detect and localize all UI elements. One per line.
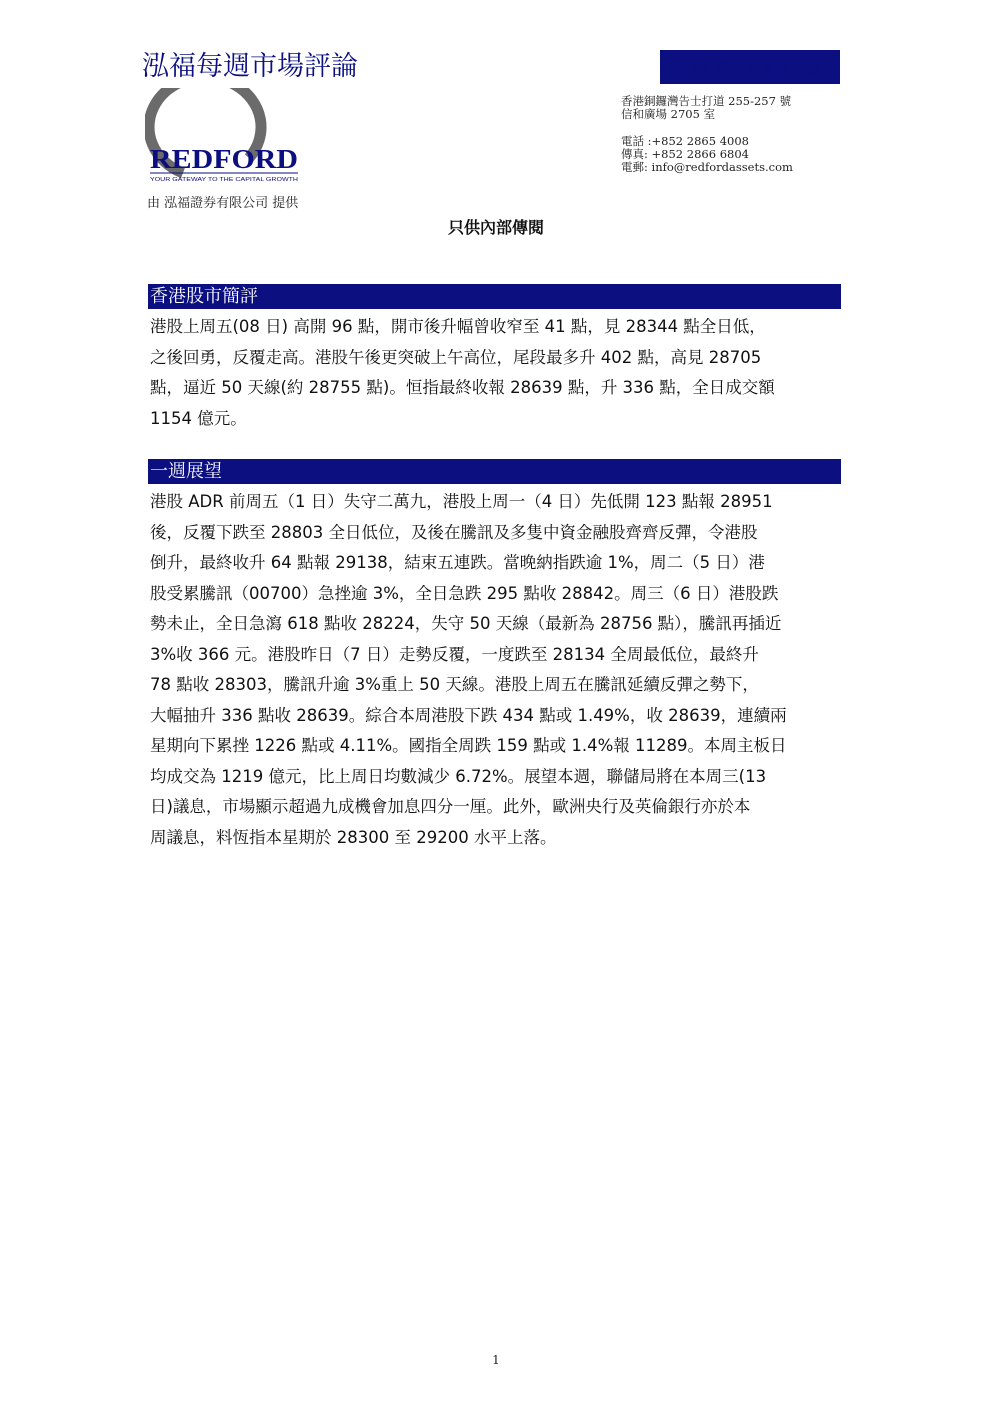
paragraph-line: 港股 ADR 前周五（1 日）失守二萬九，港股上周一（4 日）先低開 123 點報 28951 bbox=[150, 492, 773, 511]
paragraph-line: 日)議息，市場顯示超過九成機會加息四分一厘。此外，歐洲央行及英倫銀行亦於本 bbox=[150, 797, 751, 816]
weekly-outlook-paragraph bbox=[150, 487, 850, 853]
redford-logo bbox=[145, 88, 305, 188]
section-heading-weekly-outlook bbox=[148, 459, 841, 484]
paragraph-line: 大幅抽升 336 點收 28639。綜合本周港股下跌 434 點或 1.49%，收 28639，連續兩 bbox=[150, 705, 787, 725]
report-date: 2017 年 12 月 11 日 bbox=[667, 59, 822, 77]
section-heading-text: 一週展望 bbox=[150, 461, 222, 482]
paragraph-line: 點，逼近 50 天線(約 28755 點)。恒指最終收報 28639 點，升 336 點，全日成交額 bbox=[150, 378, 775, 397]
paragraph-line: 港股上周五(08 日) 高開 96 點，開市後升幅曾收窄至 41 點，見 28344 點全日低， bbox=[150, 317, 766, 336]
paragraph-line: 股受累騰訊（00700）急挫逾 3%，全日急跌 295 點收 28842。周三（6 日）港股跌 bbox=[150, 583, 779, 603]
report-title: 泓福每週市場評論 bbox=[142, 51, 358, 82]
logo-wordmark: REDFORD bbox=[150, 144, 298, 174]
address-line-1: 香港銅鑼灣告士打道 255-257 號 bbox=[621, 94, 792, 108]
address-line-2: 信和廣場 2705 室 bbox=[621, 107, 716, 121]
paragraph-line: 均成交為 1219 億元，比上周日均數減少 6.72%。展望本週，聯儲局將在本周三(13 bbox=[150, 766, 767, 786]
contact-block bbox=[621, 95, 793, 174]
logo-tagline: YOUR GATEWAY TO THE CAPITAL GROWTH bbox=[150, 177, 299, 183]
paragraph-line: 78 點收 28303，騰訊升逾 3%重上 50 天線。港股上周五在騰訊延續反彈之勢下， bbox=[150, 675, 759, 694]
paragraph-line: 3%收 366 元。港股昨日（7 日）走勢反覆，一度跌至 28134 全周最低位，最終升 bbox=[150, 644, 759, 664]
internal-notice: 只供內部傳閱 bbox=[447, 218, 544, 237]
paragraph-line: 1154 億元。 bbox=[150, 408, 247, 428]
section-heading-market-review bbox=[148, 284, 841, 309]
section-heading-text: 香港股市簡評 bbox=[150, 286, 258, 307]
paragraph-line: 後，反覆下跌至 28803 全日低位，及後在騰訊及多隻中資金融股齊齊反彈，令港股 bbox=[150, 522, 758, 542]
phone: 電話 :+852 2865 4008 bbox=[621, 134, 749, 148]
header-title-box bbox=[140, 50, 660, 84]
email: 電郵: info@redfordassets.com bbox=[621, 160, 793, 174]
market-review-paragraph bbox=[150, 312, 850, 434]
provided-by: 由 泓福證券有限公司 提供 bbox=[147, 196, 299, 211]
paragraph-line: 之後回勇，反覆走高。港股午後更突破上午高位，尾段最多升 402 點，高見 28705 bbox=[150, 347, 762, 367]
paragraph-line: 周議息，料恆指本星期於 28300 至 29200 水平上落。 bbox=[150, 827, 557, 847]
paragraph-line: 倒升，最終收升 64 點報 29138，結束五連跌。當晚納指跌逾 1%，周二（5 日）港 bbox=[150, 553, 765, 572]
logo-graphic bbox=[145, 88, 305, 188]
header-bar bbox=[140, 50, 840, 84]
page-number: 1 bbox=[492, 1353, 500, 1367]
paragraph-line: 勢未止，全日急瀉 618 點收 28224，失守 50 天線（最新為 28756 點），騰訊再插近 bbox=[150, 614, 782, 633]
fax: 傳真: +852 2866 6804 bbox=[621, 147, 749, 161]
paragraph-line: 星期向下累挫 1226 點或 4.11%。國指全周跌 159 點或 1.4%報 11289。本周主板日 bbox=[150, 736, 787, 755]
